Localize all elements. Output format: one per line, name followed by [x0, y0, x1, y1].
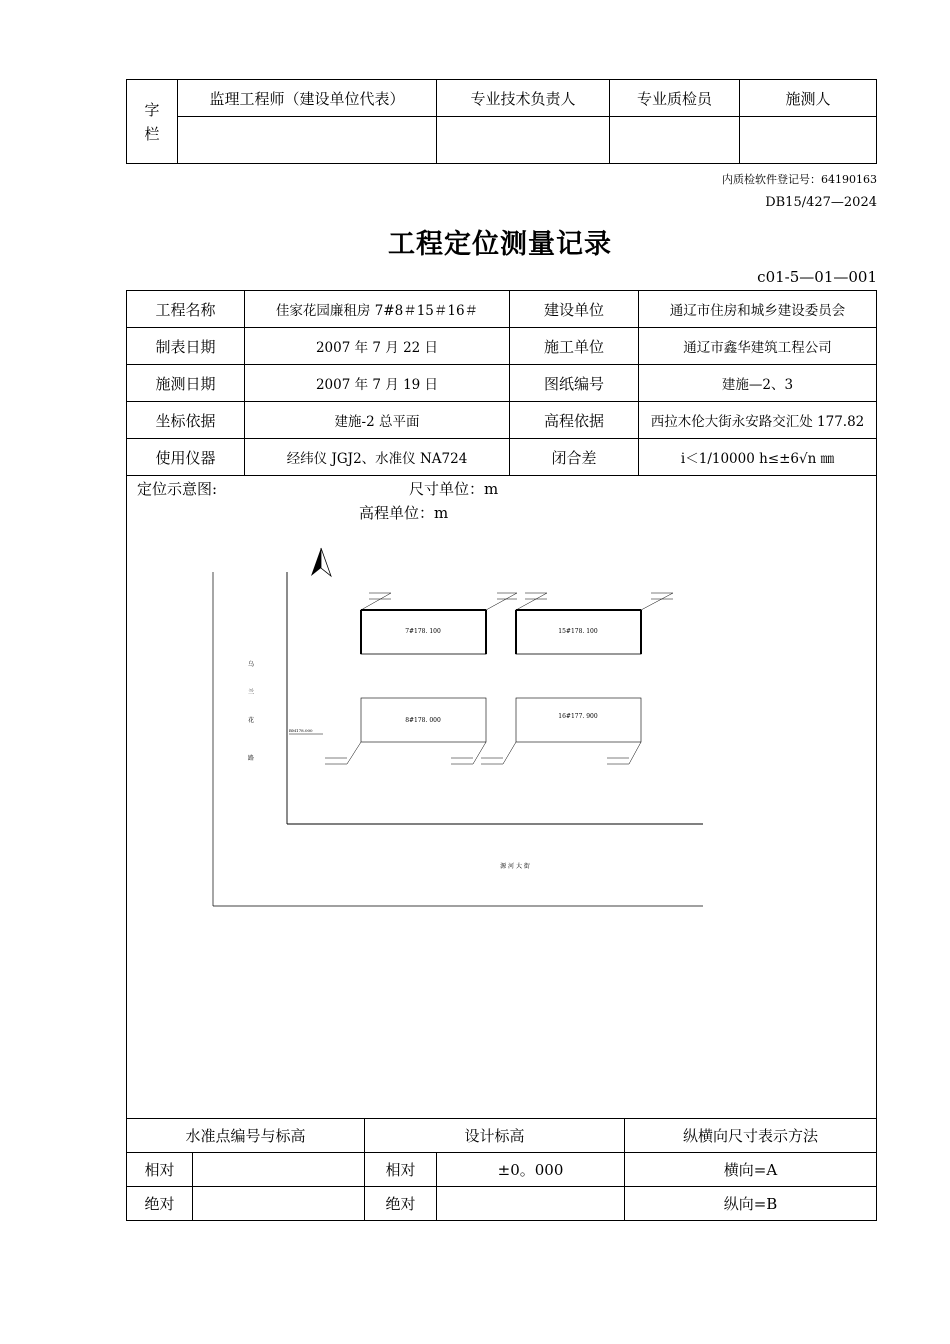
- closure-value: i＜1/10000 h≤±6√n ㎜: [639, 439, 877, 476]
- owner-value: 通辽市住房和城乡建设委员会: [639, 291, 877, 328]
- tech-lead-header: 专业技术负责人: [437, 80, 610, 117]
- contractor-label: 施工单位: [510, 328, 639, 365]
- tech-lead-signature-cell[interactable]: [437, 117, 610, 164]
- road-south-label: 源 河 大 街: [500, 863, 530, 870]
- design-relative-label: 相对: [365, 1153, 437, 1187]
- building-16-label: 16#177. 900: [558, 713, 598, 720]
- building-7-label: 7#178. 100: [405, 628, 441, 635]
- drawing-value: 建施—2、3: [639, 365, 877, 402]
- corner-leaders: [289, 593, 673, 764]
- instruments-value: 经纬仪 JGJ2、水准仪 NA724: [245, 439, 510, 476]
- dimension-method-header: 纵横向尺寸表示方法: [625, 1119, 877, 1153]
- size-unit: 尺寸单位：m: [409, 480, 499, 498]
- coord-basis-label: 坐标依据: [127, 402, 245, 439]
- bm-absolute-label: 绝对: [127, 1187, 193, 1221]
- project-name-label: 工程名称: [127, 291, 245, 328]
- positioning-diagram: [126, 472, 877, 1118]
- design-relative-value: ±0。000: [437, 1153, 625, 1187]
- benchmark-table: [126, 1118, 877, 1221]
- project-info-table: [126, 290, 877, 476]
- design-absolute-label: 绝对: [365, 1187, 437, 1221]
- road-west-char-2: 兰: [247, 689, 255, 696]
- signature-table: [126, 79, 877, 164]
- quality-inspector-header: 专业质检员: [610, 80, 740, 117]
- quality-inspector-signature-cell[interactable]: [610, 117, 740, 164]
- building-15-label: 15#178. 100: [558, 628, 598, 635]
- elevation-unit: 高程单位：m: [359, 504, 449, 522]
- road-west-char-1: 乌: [247, 661, 255, 668]
- project-name-value: 佳家花园廉租房 7#8＃15＃16＃: [245, 291, 510, 328]
- signature-row-label: 字 栏: [127, 80, 178, 164]
- standard-number: DB15/427—2024: [765, 195, 877, 210]
- horizontal-method: 横向=A: [625, 1153, 877, 1187]
- supervisor-signature-cell[interactable]: [178, 117, 437, 164]
- drawing-label: 图纸编号: [510, 365, 639, 402]
- north-arrow-icon: [311, 548, 331, 576]
- survey-date-value: 2007 年 7 月 19 日: [245, 365, 510, 402]
- building-16: [516, 698, 641, 742]
- survey-date-label: 施测日期: [127, 365, 245, 402]
- benchmark-label: BM178.000: [289, 728, 313, 733]
- page-title: 工程定位测量记录: [388, 229, 612, 260]
- vertical-method: 纵向=B: [625, 1187, 877, 1221]
- elev-basis-label: 高程依据: [510, 402, 639, 439]
- elev-basis-value: 西拉木伦大街永安路交汇处 177.82: [639, 402, 877, 439]
- design-elevation-header: 设计标高: [365, 1119, 625, 1153]
- road-west-char-4: 路: [247, 755, 255, 762]
- benchmark-header: 水准点编号与标高: [127, 1119, 365, 1153]
- design-absolute-value[interactable]: [437, 1187, 625, 1221]
- registration-number: 内质检软件登记号：64190163: [722, 173, 877, 186]
- bm-relative-label: 相对: [127, 1153, 193, 1187]
- diagram-label: 定位示意图:: [137, 480, 218, 498]
- contractor-value: 通辽市鑫华建筑工程公司: [639, 328, 877, 365]
- bm-absolute-value[interactable]: [193, 1187, 365, 1221]
- building-8-label: 8#178. 000: [405, 717, 441, 724]
- table-date-label: 制表日期: [127, 328, 245, 365]
- site-plan-drawing: [127, 472, 876, 1118]
- owner-label: 建设单位: [510, 291, 639, 328]
- instruments-label: 使用仪器: [127, 439, 245, 476]
- surveyor-signature-cell[interactable]: [740, 117, 877, 164]
- supervisor-header: 监理工程师（建设单位代表）: [178, 80, 437, 117]
- closure-label: 闭合差: [510, 439, 639, 476]
- surveyor-header: 施测人: [740, 80, 877, 117]
- road-west-char-3: 花: [247, 717, 255, 724]
- coord-basis-value: 建施-2 总平面: [245, 402, 510, 439]
- bm-relative-value[interactable]: [193, 1153, 365, 1187]
- table-date-value: 2007 年 7 月 22 日: [245, 328, 510, 365]
- document-code: c01-5—01—001: [757, 268, 877, 286]
